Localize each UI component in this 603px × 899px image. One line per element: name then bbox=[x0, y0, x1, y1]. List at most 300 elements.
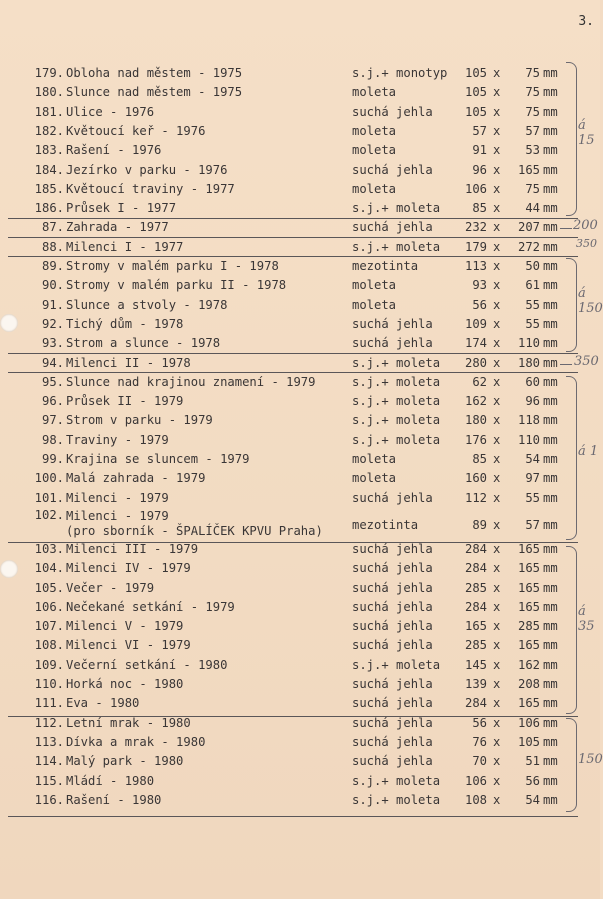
entry-title: Nečekané setkání - 1979 bbox=[66, 599, 235, 614]
entry-number: 112. bbox=[34, 715, 64, 730]
entry-unit: mm bbox=[543, 715, 558, 730]
catalog-row bbox=[0, 579, 600, 598]
entry-width: 108 bbox=[464, 792, 487, 807]
entry-unit: mm bbox=[543, 561, 558, 576]
entry-height: 165 bbox=[517, 599, 540, 614]
catalog-row bbox=[0, 559, 600, 578]
entry-unit: mm bbox=[543, 657, 558, 672]
entry-width: 280 bbox=[464, 355, 487, 370]
entry-technique: suchá jehla bbox=[352, 734, 433, 749]
entry-width: 113 bbox=[464, 259, 487, 273]
entry-width: 70 bbox=[472, 754, 487, 769]
entry-unit: mm bbox=[543, 104, 558, 119]
entry-title: Stromy v malém parku II - 1978 bbox=[66, 278, 287, 293]
entry-title: Zahrada - 1977 bbox=[66, 220, 169, 235]
entry-technique: suchá jehla bbox=[352, 336, 433, 351]
entry-width: 109 bbox=[464, 316, 487, 331]
entry-number: 94. bbox=[41, 355, 64, 370]
entry-technique: moleta bbox=[352, 85, 397, 100]
entry-number: 100. bbox=[34, 471, 64, 486]
entry-title: Květoucí keř - 1976 bbox=[66, 123, 206, 138]
entry-height: 75 bbox=[525, 85, 540, 100]
entry-number: 110. bbox=[34, 677, 64, 691]
entry-unit: mm bbox=[543, 201, 558, 216]
entry-height: 105 bbox=[517, 734, 540, 749]
dimension-separator: x bbox=[493, 123, 501, 138]
entry-number: 108. bbox=[34, 638, 64, 653]
dimension-separator: x bbox=[493, 561, 501, 576]
catalog-row bbox=[0, 83, 600, 102]
dimension-separator: x bbox=[493, 201, 501, 216]
entry-title: Malý park - 1980 bbox=[66, 754, 184, 769]
entry-unit: mm bbox=[543, 677, 558, 691]
entry-technique: s.j.+ monotyp bbox=[352, 66, 448, 80]
entry-height: 54 bbox=[525, 792, 540, 807]
group-divider bbox=[8, 256, 578, 257]
catalog-row bbox=[0, 334, 600, 353]
catalog-row bbox=[0, 315, 600, 334]
entry-technique: suchá jehla bbox=[352, 220, 433, 235]
entry-technique: suchá jehla bbox=[352, 580, 433, 595]
catalog-row bbox=[0, 296, 600, 315]
entry-technique: suchá jehla bbox=[352, 162, 433, 177]
entry-number: 96. bbox=[41, 394, 64, 409]
entry-technique: s.j.+ moleta bbox=[352, 201, 441, 216]
entry-title: Večerní setkání - 1980 bbox=[66, 657, 228, 672]
entry-unit: mm bbox=[543, 413, 558, 428]
entry-title: Slunce nad městem - 1975 bbox=[66, 85, 243, 100]
catalog-row bbox=[0, 238, 600, 257]
entry-unit: mm bbox=[543, 143, 558, 158]
entry-unit: mm bbox=[543, 452, 558, 466]
entry-title: Průsek I - 1977 bbox=[66, 201, 177, 216]
entry-technique: s.j.+ moleta bbox=[352, 657, 441, 672]
entry-width: 160 bbox=[464, 471, 487, 486]
entry-number: 116. bbox=[34, 792, 64, 807]
dimension-separator: x bbox=[493, 316, 501, 331]
dimension-separator: x bbox=[493, 278, 501, 293]
handwritten-note: á 35 bbox=[578, 604, 595, 634]
entry-number: 93. bbox=[41, 336, 64, 351]
entry-number: 111. bbox=[34, 696, 64, 711]
handwritten-note: á 1 bbox=[578, 444, 599, 459]
catalog-row bbox=[0, 392, 600, 411]
entry-number: 101. bbox=[34, 490, 64, 505]
entry-number: 89. bbox=[41, 259, 64, 273]
entry-height: 165 bbox=[517, 696, 540, 711]
handwritten-dash bbox=[560, 364, 572, 365]
entry-technique: s.j.+ moleta bbox=[352, 394, 441, 409]
entry-technique: suchá jehla bbox=[352, 561, 433, 576]
entry-technique: s.j.+ moleta bbox=[352, 239, 441, 254]
entry-number: 185. bbox=[34, 181, 64, 196]
dimension-separator: x bbox=[493, 394, 501, 409]
entry-technique: moleta bbox=[352, 143, 397, 158]
dimension-separator: x bbox=[493, 432, 501, 447]
entry-title: Milenci IV - 1979 bbox=[66, 561, 191, 576]
catalog-row bbox=[0, 180, 600, 199]
entry-unit: mm bbox=[543, 259, 558, 273]
dimension-separator: x bbox=[493, 696, 501, 711]
entry-number: 113. bbox=[34, 734, 64, 749]
dimension-separator: x bbox=[493, 259, 501, 273]
entry-unit: mm bbox=[543, 181, 558, 196]
entry-title: Milenci - 1979 bbox=[66, 508, 169, 523]
entry-height: 96 bbox=[525, 394, 540, 409]
entry-unit: mm bbox=[543, 599, 558, 614]
dimension-separator: x bbox=[493, 792, 501, 807]
entry-technique: suchá jehla bbox=[352, 619, 433, 634]
entry-title: Květoucí traviny - 1977 bbox=[66, 181, 235, 196]
entry-unit: mm bbox=[543, 85, 558, 100]
entry-title: Milenci V - 1979 bbox=[66, 619, 184, 634]
entry-height: 165 bbox=[517, 541, 540, 556]
group-divider bbox=[8, 237, 578, 238]
catalog-row bbox=[0, 257, 600, 276]
dimension-separator: x bbox=[493, 677, 501, 691]
catalog-row bbox=[0, 161, 600, 180]
catalog-row bbox=[0, 636, 600, 655]
handwritten-note: 350 bbox=[574, 354, 599, 369]
catalog-row bbox=[0, 617, 600, 636]
entry-title: Krajina se sluncem - 1979 bbox=[66, 452, 250, 466]
entry-width: 180 bbox=[464, 413, 487, 428]
entry-height: 165 bbox=[517, 638, 540, 653]
entry-title: Dívka a mrak - 1980 bbox=[66, 734, 206, 749]
entry-height: 165 bbox=[517, 561, 540, 576]
entry-width: 105 bbox=[464, 66, 487, 80]
catalog-row bbox=[0, 489, 600, 508]
entry-height: 180 bbox=[517, 355, 540, 370]
catalog-row bbox=[0, 694, 600, 713]
catalog-row bbox=[0, 411, 600, 430]
entry-technique: suchá jehla bbox=[352, 316, 433, 331]
entry-height: 118 bbox=[517, 413, 540, 428]
entry-unit: mm bbox=[543, 517, 558, 532]
entry-title: Večer - 1979 bbox=[66, 580, 155, 595]
entry-technique: s.j.+ moleta bbox=[352, 355, 441, 370]
entry-width: 139 bbox=[464, 677, 487, 691]
entry-number: 180. bbox=[34, 85, 64, 100]
entry-width: 96 bbox=[472, 162, 487, 177]
dimension-separator: x bbox=[493, 773, 501, 788]
entry-height: 106 bbox=[517, 715, 540, 730]
catalog-row bbox=[0, 598, 600, 617]
dimension-separator: x bbox=[493, 239, 501, 254]
catalog-row bbox=[0, 141, 600, 160]
entry-title-note: (pro sborník - ŠPALÍČEK KPVU Praha) bbox=[66, 523, 323, 538]
entry-width: 176 bbox=[464, 432, 487, 447]
dimension-separator: x bbox=[493, 471, 501, 486]
handwritten-note: 150 bbox=[578, 752, 603, 767]
entry-title: Traviny - 1979 bbox=[66, 432, 169, 447]
entry-number: 109. bbox=[34, 657, 64, 672]
entry-number: 105. bbox=[34, 580, 64, 595]
catalog-row bbox=[0, 508, 600, 540]
entry-number: 95. bbox=[41, 374, 64, 389]
handwritten-note: á 150 bbox=[578, 286, 603, 316]
dimension-separator: x bbox=[493, 734, 501, 749]
entry-width: 89 bbox=[472, 517, 487, 532]
entry-width: 162 bbox=[464, 394, 487, 409]
entry-unit: mm bbox=[543, 773, 558, 788]
entry-number: 106. bbox=[34, 599, 64, 614]
entry-width: 62 bbox=[472, 374, 487, 389]
entry-unit: mm bbox=[543, 490, 558, 505]
entry-number: 182. bbox=[34, 123, 64, 138]
entry-number: 91. bbox=[41, 297, 64, 312]
entry-number: 115. bbox=[34, 773, 64, 788]
entry-unit: mm bbox=[543, 336, 558, 351]
entry-width: 56 bbox=[472, 715, 487, 730]
page-number: 3. bbox=[578, 14, 594, 29]
group-divider bbox=[8, 218, 578, 219]
entry-technique: suchá jehla bbox=[352, 696, 433, 711]
entry-technique: suchá jehla bbox=[352, 715, 433, 730]
entry-technique: suchá jehla bbox=[352, 490, 433, 505]
entry-technique: moleta bbox=[352, 123, 397, 138]
entry-width: 285 bbox=[464, 580, 487, 595]
entry-height: 110 bbox=[517, 336, 540, 351]
entry-number: 179. bbox=[34, 66, 64, 80]
catalog-row bbox=[0, 373, 600, 392]
entry-number: 186. bbox=[34, 201, 64, 216]
entry-title: Tichý dům - 1978 bbox=[66, 316, 184, 331]
entry-width: 174 bbox=[464, 336, 487, 351]
dimension-separator: x bbox=[493, 374, 501, 389]
group-divider bbox=[8, 542, 578, 543]
entry-width: 232 bbox=[464, 220, 487, 235]
entry-technique: suchá jehla bbox=[352, 599, 433, 614]
catalog-row bbox=[0, 64, 600, 83]
entry-unit: mm bbox=[543, 541, 558, 556]
entry-width: 91 bbox=[472, 143, 487, 158]
entry-title: Strom v parku - 1979 bbox=[66, 413, 213, 428]
entry-number: 90. bbox=[41, 278, 64, 293]
entry-number: 87. bbox=[41, 220, 64, 235]
entry-height: 75 bbox=[525, 66, 540, 80]
entry-width: 105 bbox=[464, 104, 487, 119]
entry-unit: mm bbox=[543, 355, 558, 370]
entry-title: Eva - 1980 bbox=[66, 696, 140, 711]
entry-width: 76 bbox=[472, 734, 487, 749]
entry-width: 284 bbox=[464, 599, 487, 614]
entry-technique: suchá jehla bbox=[352, 541, 433, 556]
catalog-row bbox=[0, 354, 600, 373]
entry-number: 88. bbox=[41, 239, 64, 254]
entry-unit: mm bbox=[543, 374, 558, 389]
entry-width: 284 bbox=[464, 696, 487, 711]
entry-unit: mm bbox=[543, 66, 558, 80]
group-brace bbox=[566, 258, 577, 352]
entry-height: 60 bbox=[525, 374, 540, 389]
entry-width: 105 bbox=[464, 85, 487, 100]
entry-technique: moleta bbox=[352, 471, 397, 486]
catalog-row bbox=[0, 199, 600, 218]
entry-title: Milenci III - 1979 bbox=[66, 541, 199, 556]
catalog-row bbox=[0, 772, 600, 791]
entry-height: 285 bbox=[517, 619, 540, 634]
entry-width: 106 bbox=[464, 181, 487, 196]
dimension-separator: x bbox=[493, 104, 501, 119]
entry-width: 284 bbox=[464, 541, 487, 556]
entry-title: Slunce nad krajinou znamení - 1979 bbox=[66, 374, 316, 389]
entry-number: 104. bbox=[34, 561, 64, 576]
entry-technique: moleta bbox=[352, 181, 397, 196]
entry-unit: mm bbox=[543, 754, 558, 769]
catalog-row bbox=[0, 276, 600, 295]
entry-height: 162 bbox=[517, 657, 540, 672]
entry-title: Milenci II - 1978 bbox=[66, 355, 191, 370]
entry-title: Ulice - 1976 bbox=[66, 104, 155, 119]
group-brace bbox=[566, 62, 577, 216]
entry-unit: mm bbox=[543, 239, 558, 254]
dimension-separator: x bbox=[493, 66, 501, 80]
entry-title: Rašení - 1976 bbox=[66, 143, 162, 158]
entry-width: 57 bbox=[472, 123, 487, 138]
dimension-separator: x bbox=[493, 143, 501, 158]
dimension-separator: x bbox=[493, 580, 501, 595]
entry-technique: s.j.+ moleta bbox=[352, 773, 441, 788]
entry-height: 55 bbox=[525, 490, 540, 505]
dimension-separator: x bbox=[493, 490, 501, 505]
entry-number: 103. bbox=[34, 541, 64, 556]
entry-height: 165 bbox=[517, 580, 540, 595]
dimension-separator: x bbox=[493, 541, 501, 556]
entry-technique: s.j.+ moleta bbox=[352, 792, 441, 807]
group-brace bbox=[566, 376, 577, 540]
entry-number: 92. bbox=[41, 316, 64, 331]
entry-technique: moleta bbox=[352, 452, 397, 466]
entry-height: 55 bbox=[525, 297, 540, 312]
dimension-separator: x bbox=[493, 619, 501, 634]
entry-number: 102. bbox=[34, 507, 64, 522]
entry-width: 165 bbox=[464, 619, 487, 634]
entry-technique: moleta bbox=[352, 278, 397, 293]
entry-number: 107. bbox=[34, 619, 64, 634]
entry-height: 55 bbox=[525, 316, 540, 331]
entry-unit: mm bbox=[543, 638, 558, 653]
entry-technique: mezotinta bbox=[352, 517, 419, 532]
entry-height: 272 bbox=[517, 239, 540, 254]
dimension-separator: x bbox=[493, 754, 501, 769]
entry-height: 44 bbox=[525, 201, 540, 216]
entry-unit: mm bbox=[543, 278, 558, 293]
entry-title: Strom a slunce - 1978 bbox=[66, 336, 221, 351]
catalog-row bbox=[0, 656, 600, 675]
entry-width: 284 bbox=[464, 561, 487, 576]
entry-width: 93 bbox=[472, 278, 487, 293]
entry-title: Milenci I - 1977 bbox=[66, 239, 184, 254]
entry-unit: mm bbox=[543, 220, 558, 235]
catalog-row bbox=[0, 431, 600, 450]
entry-height: 75 bbox=[525, 181, 540, 196]
entry-number: 184. bbox=[34, 162, 64, 177]
dimension-separator: x bbox=[493, 638, 501, 653]
entry-height: 208 bbox=[517, 677, 540, 691]
dimension-separator: x bbox=[493, 336, 501, 351]
entry-height: 75 bbox=[525, 104, 540, 119]
entry-number: 114. bbox=[34, 754, 64, 769]
entry-width: 179 bbox=[464, 239, 487, 254]
handwritten-note: 350 bbox=[576, 237, 597, 250]
entry-title: Milenci VI - 1979 bbox=[66, 638, 191, 653]
entry-width: 145 bbox=[464, 657, 487, 672]
entry-technique: s.j.+ moleta bbox=[352, 432, 441, 447]
catalog-row bbox=[0, 752, 600, 771]
dimension-separator: x bbox=[493, 355, 501, 370]
entry-unit: mm bbox=[543, 734, 558, 749]
entry-width: 106 bbox=[464, 773, 487, 788]
entry-height: 56 bbox=[525, 773, 540, 788]
catalog-row bbox=[0, 469, 600, 488]
entry-unit: mm bbox=[543, 162, 558, 177]
dimension-separator: x bbox=[493, 517, 501, 532]
catalog-row bbox=[0, 733, 600, 752]
entry-number: 97. bbox=[41, 413, 64, 428]
dimension-separator: x bbox=[493, 85, 501, 100]
entry-unit: mm bbox=[543, 580, 558, 595]
handwritten-note: 200 bbox=[573, 218, 598, 233]
entry-technique: suchá jehla bbox=[352, 677, 433, 691]
entry-unit: mm bbox=[543, 471, 558, 486]
entry-height: 51 bbox=[525, 754, 540, 769]
entry-height: 61 bbox=[525, 278, 540, 293]
entry-title: Horká noc - 1980 bbox=[66, 677, 184, 691]
entry-technique: mezotinta bbox=[352, 259, 419, 273]
entry-technique: moleta bbox=[352, 297, 397, 312]
entry-unit: mm bbox=[543, 123, 558, 138]
entry-width: 285 bbox=[464, 638, 487, 653]
entry-title: Slunce a stvoly - 1978 bbox=[66, 297, 228, 312]
entry-technique: s.j.+ moleta bbox=[352, 413, 441, 428]
entry-number: 183. bbox=[34, 143, 64, 158]
entry-number: 98. bbox=[41, 432, 64, 447]
entry-width: 85 bbox=[472, 201, 487, 216]
entry-title: Milenci - 1979 bbox=[66, 490, 169, 505]
catalog-row bbox=[0, 675, 600, 694]
entry-width: 112 bbox=[464, 490, 487, 505]
dimension-separator: x bbox=[493, 162, 501, 177]
dimension-separator: x bbox=[493, 452, 501, 466]
catalog-row bbox=[0, 103, 600, 122]
dimension-separator: x bbox=[493, 715, 501, 730]
entry-title: Průsek II - 1979 bbox=[66, 394, 184, 409]
dimension-separator: x bbox=[493, 220, 501, 235]
entry-height: 53 bbox=[525, 143, 540, 158]
entry-unit: mm bbox=[543, 432, 558, 447]
entry-unit: mm bbox=[543, 792, 558, 807]
dimension-separator: x bbox=[493, 657, 501, 672]
entry-height: 54 bbox=[525, 452, 540, 466]
dimension-separator: x bbox=[493, 297, 501, 312]
entry-title: Stromy v malém parku I - 1978 bbox=[66, 259, 279, 273]
entry-unit: mm bbox=[543, 619, 558, 634]
entry-technique: suchá jehla bbox=[352, 638, 433, 653]
entry-title: Jezírko v parku - 1976 bbox=[66, 162, 228, 177]
entry-title: Letní mrak - 1980 bbox=[66, 715, 191, 730]
group-divider bbox=[8, 372, 578, 373]
group-divider bbox=[8, 816, 578, 817]
entry-height: 50 bbox=[525, 259, 540, 273]
catalog-row bbox=[0, 791, 600, 810]
catalog-row bbox=[0, 450, 600, 469]
entry-height: 110 bbox=[517, 432, 540, 447]
entry-title: Rašení - 1980 bbox=[66, 792, 162, 807]
entry-height: 57 bbox=[525, 123, 540, 138]
entry-number: 99. bbox=[41, 452, 64, 466]
entry-unit: mm bbox=[543, 394, 558, 409]
